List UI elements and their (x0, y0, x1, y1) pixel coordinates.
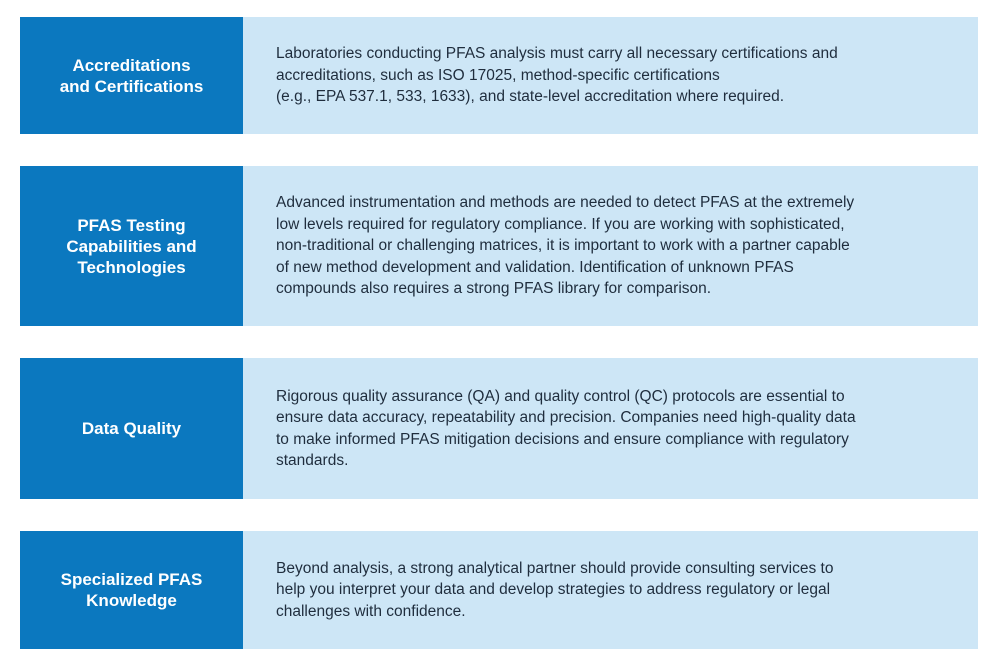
criteria-title (66, 215, 196, 278)
criteria-title (61, 569, 203, 611)
criteria-description-cell (243, 531, 978, 649)
description-line: Advanced instrumentation and methods are needed to detect PFAS at the extremely (276, 194, 855, 212)
description-line: of new method development and validation. Identification of unknown PFAS (276, 258, 794, 276)
criteria-row-testing-capabilities (20, 166, 978, 326)
criteria-title-line: and Certifications (59, 76, 204, 96)
criteria-title (60, 55, 204, 97)
criteria-row-specialized-knowledge (20, 531, 978, 649)
description-line: challenges with confidence. (276, 602, 466, 620)
criteria-title (82, 418, 181, 439)
description-line: standards. (276, 452, 349, 469)
description-line: Rigorous quality assurance (QA) and quality control (QC) protocols are essential to (276, 387, 845, 405)
criteria-description (276, 192, 854, 300)
criteria-title-line: Knowledge (86, 591, 177, 610)
description-line: ensure data accuracy, repeatability and precision. Companies need high-quality data (276, 409, 856, 426)
criteria-title-line: PFAS Testing (77, 215, 186, 235)
criteria-description-cell (243, 358, 978, 499)
description-line: compounds also requires a strong PFAS library for comparison. (276, 280, 712, 298)
criteria-title-line: Data Quality (81, 419, 182, 438)
criteria-label-cell (20, 531, 243, 649)
description-line: accreditations, such as ISO 17025, method-specific certifications (276, 66, 720, 84)
description-line: help you interpret your data and develop strategies to address regulatory or legal (276, 581, 831, 599)
criteria-title-line: Specialized PFAS (60, 570, 203, 589)
description-line: Beyond analysis, a strong analytical partner should provide consulting services to (276, 559, 834, 577)
description-line: (e.g., EPA 537.1, 533, 1633), and state-level accreditation where required. (276, 88, 785, 106)
criteria-description-cell (243, 166, 978, 326)
criteria-label-cell (20, 166, 243, 326)
criteria-label-cell (20, 17, 243, 134)
criteria-row-data-quality (20, 358, 978, 499)
description-line: Laboratories conducting PFAS analysis must carry all necessary certifications and (276, 45, 838, 63)
criteria-description (276, 386, 856, 472)
criteria-description (276, 558, 833, 623)
criteria-description (276, 43, 838, 108)
description-line: low levels required for regulatory compliance. If you are working with sophisticated, (276, 215, 845, 233)
criteria-label-cell (20, 358, 243, 499)
criteria-title-line: Technologies (77, 257, 186, 277)
criteria-title-line: Capabilities and (66, 236, 197, 256)
criteria-description-cell (243, 17, 978, 134)
description-line: to make informed PFAS mitigation decisions and ensure compliance with regulatory (276, 430, 849, 448)
criteria-title-line: Accreditations (72, 55, 191, 75)
description-line: non-traditional or challenging matrices, it is important to work with a partner capable (276, 237, 850, 255)
criteria-row-accreditations (20, 17, 978, 134)
